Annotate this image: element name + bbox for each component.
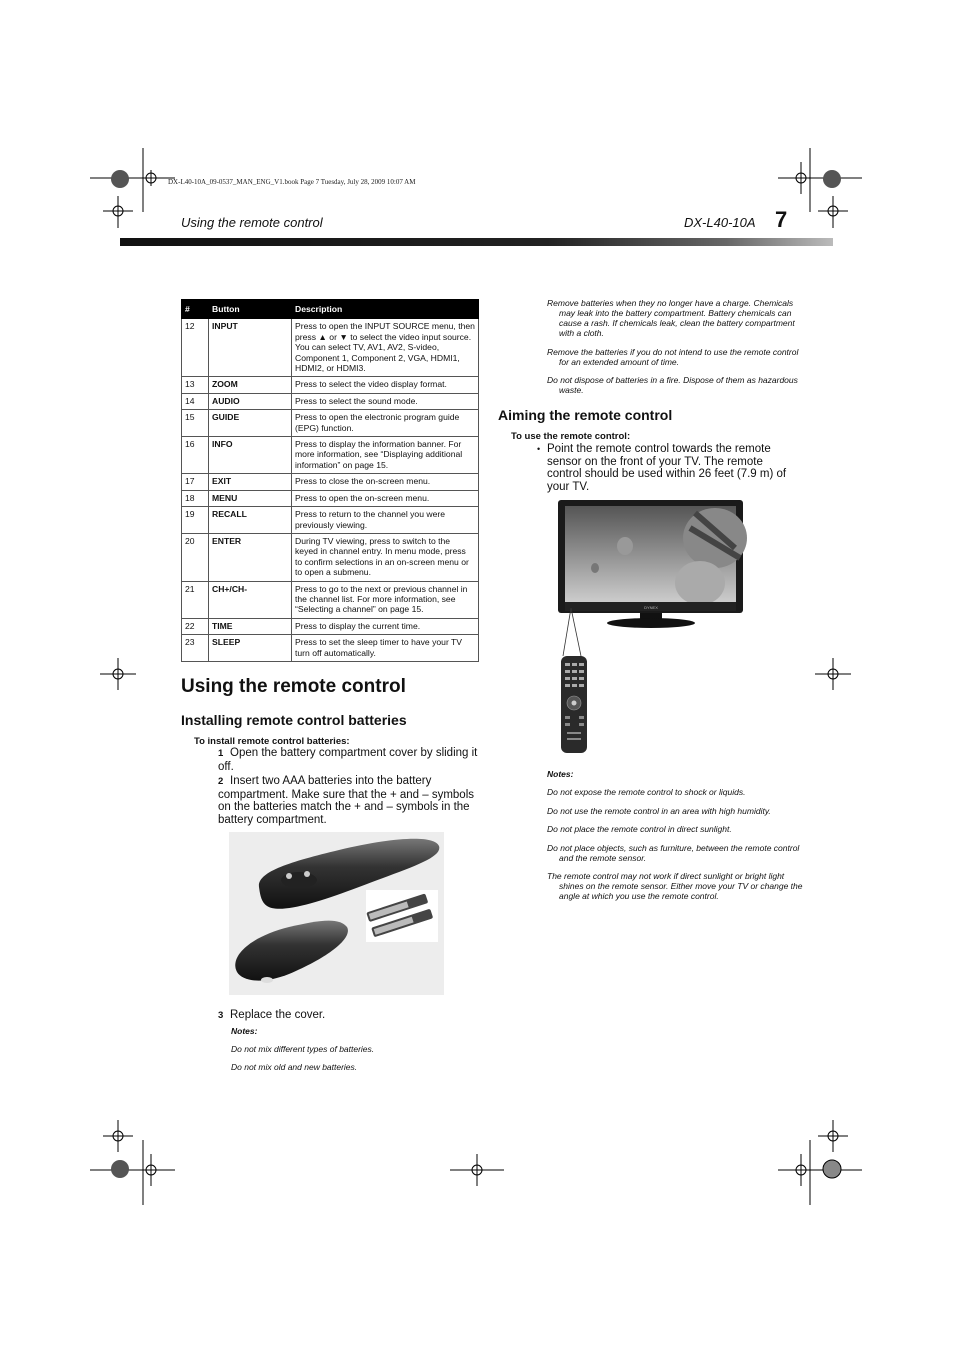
table-row [182, 533, 479, 581]
table-row [182, 410, 479, 437]
row-description: Press to open the on-screen menu. [292, 490, 479, 506]
row-description: During TV viewing, press to switch to the keyed in channel entry. In menu mode, press to confirm selections in an on-screen menu or to open a submenu. [292, 533, 479, 581]
row-description: Press to display the current time. [292, 618, 479, 634]
battery-warning-note-2: Remove the batteries if you do not intend to use the remote control for an extended amount of time. [547, 347, 799, 367]
row-button-name: INFO [209, 437, 292, 474]
row-button-name: TIME [209, 618, 292, 634]
row-number: 18 [182, 490, 209, 506]
install-step-2 [218, 775, 480, 826]
table-row [182, 618, 479, 634]
row-description: Press to open the electronic program guide (EPG) function. [292, 410, 479, 437]
table-row [182, 474, 479, 490]
step-number: 1 [218, 748, 224, 759]
row-description: Press to return to the channel you were previously viewing. [292, 507, 479, 534]
install-step-3 [218, 1009, 480, 1023]
row-number: 15 [182, 410, 209, 437]
row-button-name: GUIDE [209, 410, 292, 437]
aiming-note-3: Do not place the remote control in direct sunlight. [547, 824, 732, 834]
table-header-row [182, 300, 479, 319]
row-button-name: MENU [209, 490, 292, 506]
install-note-2: Do not mix old and new batteries. [231, 1062, 358, 1072]
row-button-name: INPUT [209, 319, 292, 377]
row-number: 19 [182, 507, 209, 534]
table-row [182, 490, 479, 506]
table-row [182, 393, 479, 409]
row-description: Press to open the INPUT SOURCE menu, then press ▲ or ▼ to select the video input source. You can select TV, AV1, AV2, S-video, Component 1, Component 2, VGA, HDMI1, HDMI2, or HDMI3. [292, 319, 479, 377]
aiming-note-4: Do not place objects, such as furniture, between the remote control and the remote sensor. [547, 843, 800, 863]
install-note-1: Do not mix different types of batteries. [231, 1044, 375, 1054]
row-number: 12 [182, 319, 209, 377]
aiming-notes-label: Notes: [547, 769, 574, 779]
row-button-name: CH+/CH- [209, 581, 292, 618]
row-number: 16 [182, 437, 209, 474]
battery-warning-note-1: Remove batteries when they no longer have a charge. Chemicals may leak into the battery compartment. Battery chemicals can cause a rash. If chemicals leak, clean the battery compartment with a cloth. [547, 298, 795, 338]
col-header-num: # [182, 300, 209, 319]
row-number: 17 [182, 474, 209, 490]
row-description: Press to select the video display format. [292, 377, 479, 393]
row-button-name: ENTER [209, 533, 292, 581]
section-title: Using the remote control [181, 676, 406, 697]
row-number: 22 [182, 618, 209, 634]
tv-remote-illustration [555, 498, 747, 758]
row-number: 14 [182, 393, 209, 409]
page-number: 7 [775, 207, 788, 232]
step-number: 2 [218, 776, 224, 787]
install-step-1 [218, 747, 480, 773]
aiming-subheading: To use the remote control: [511, 431, 631, 442]
table-row [182, 319, 479, 377]
running-header-model: DX-L40-10A [684, 215, 756, 230]
row-button-name: RECALL [209, 507, 292, 534]
col-header-description: Description [292, 300, 479, 319]
row-button-name: EXIT [209, 474, 292, 490]
remote-battery-cover-image [229, 832, 444, 995]
bullet-text: Point the remote control towards the remote sensor on the front of your TV. The remote control should be used within 26 feet (7.9 m) of your TV. [547, 443, 787, 493]
battery-warning-note-3: Do not dispose of batteries in a fire. Dispose of them as hazardous waste. [547, 375, 798, 395]
aiming-heading: Aiming the remote control [498, 407, 673, 423]
table-row [182, 507, 479, 534]
button-table [181, 299, 479, 662]
row-button-name: SLEEP [209, 635, 292, 662]
running-header-section: Using the remote control [181, 215, 323, 230]
row-number: 23 [182, 635, 209, 662]
row-description: Press to display the information banner. For more information, see “Displaying additional information” on page 15. [292, 437, 479, 474]
col-header-button: Button [209, 300, 292, 319]
aiming-note-2: Do not use the remote control in an area with high humidity. [547, 806, 771, 816]
bullet-icon: • [537, 444, 541, 454]
row-number: 13 [182, 377, 209, 393]
table-row [182, 437, 479, 474]
aiming-note-1: Do not expose the remote control to shock or liquids. [547, 787, 746, 797]
row-description: Press to select the sound mode. [292, 393, 479, 409]
table-row [182, 377, 479, 393]
aiming-note-5: The remote control may not work if direct sunlight or bright light shines on the remote sensor. Either move your TV or change the angle at which you use the remote control. [547, 871, 803, 901]
install-notes-label: Notes: [231, 1026, 258, 1036]
row-button-name: AUDIO [209, 393, 292, 409]
table-row [182, 581, 479, 618]
row-number: 20 [182, 533, 209, 581]
step-number: 3 [218, 1010, 224, 1021]
row-description: Press to go to the next or previous channel in the channel list. For more information, see “Selecting a channel” on page 15. [292, 581, 479, 618]
install-heading: Installing remote control batteries [181, 712, 407, 728]
header-rule [120, 238, 833, 246]
aiming-bullet [537, 443, 787, 493]
svg-text:DYNEX: DYNEX [644, 605, 658, 610]
step-text: Open the battery compartment cover by sliding it off. [218, 747, 478, 773]
row-number: 21 [182, 581, 209, 618]
row-button-name: ZOOM [209, 377, 292, 393]
step-text: Insert two AAA batteries into the battery compartment. Make sure that the + and – symbols on the batteries match the + and – symbols in the battery compartment. [218, 775, 474, 826]
print-info-line: DX-L40-10A_09-0537_MAN_ENG_V1.book Page 7 Tuesday, July 28, 2009 10:07 AM [168, 178, 416, 186]
battery-illustration [229, 832, 444, 995]
row-description: Press to close the on-screen menu. [292, 474, 479, 490]
step-text: Replace the cover. [230, 1009, 326, 1021]
row-description: Press to set the sleep timer to have your TV turn off automatically. [292, 635, 479, 662]
table-row [182, 635, 479, 662]
install-subheading: To install remote control batteries: [194, 736, 350, 747]
